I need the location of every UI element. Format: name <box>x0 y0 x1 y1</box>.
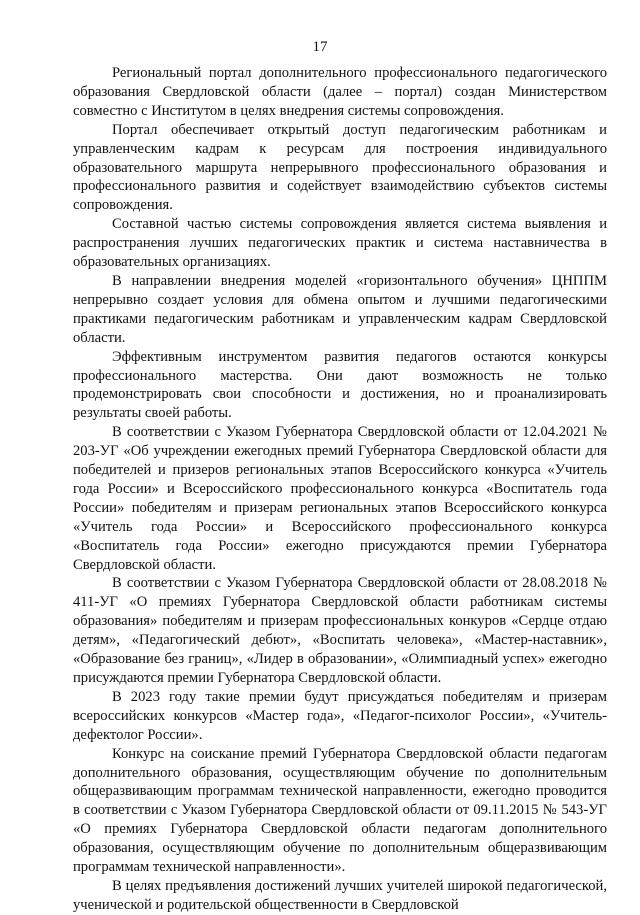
paragraph-presentation: В целях предъявления достижений лучших учителей широкой педагогической, ученической и родительской общественности в Свердловской <box>73 877 607 913</box>
paragraph-portal-intro: Региональный портал дополнительного профессионального педагогического образования Свердловской области (далее – портал) создан Министерством совместно с Институтом в целях внедрения системы сопровождения. <box>73 65 607 119</box>
paragraph-contests: Эффективным инструментом развития педагогов остаются конкурсы профессионального мастерства. Они дают возможность не только продемонстрировать свои способности и достижения, но и проанализировать результаты своей работы. <box>73 348 607 422</box>
document-body <box>73 64 607 915</box>
paragraph-best-practices: Составной частью системы сопровождения является система выявления и распространения лучших педагогических практик и система наставничества в образовательных организациях. <box>73 216 607 271</box>
paragraph-decree-411: В соответствии с Указом Губернатора Свердловской области от 28.08.2018 № 411-УГ «О премиях Губернатора Свердловской области работникам системы образования» победителям и призерам профессиональных конкуров «Сердце отдаю детям», «Педагогический дебют», «Воспитать человека», «Мастер-наставник», «Образование без границ», «Лидер в образовании», «Олимпиадный успех» ежегодно присуждаются премии Губернатора Свердловской области. <box>73 575 607 686</box>
paragraph-horizontal-learning: В направлении внедрения моделей «горизонтального обучения» ЦНППМ непрерывно создает условия для обмена опытом и лучшими педагогическими практиками педагогическим работникам и управленческим кадрам Свердловской области. <box>73 272 607 346</box>
page-number: 17 <box>312 39 328 55</box>
paragraph-decree-543: Конкурс на соискание премий Губернатора Свердловской области педагогам дополнительного образования, осуществляющим обучение по дополнительным общеразвивающим программам технической направленности, ежегодно проводится в соответствии с Указом Губернатора Свердловской области от 09.11.2015 № 543-УГ «О премиях Губернатора Свердловской области педагогам дополнительного образования, осуществляющим обучение по дополнительным общеразвивающим программам технической направленности». <box>73 745 607 876</box>
paragraph-portal-access: Портал обеспечивает открытый доступ педагогическим работникам и управленческим кадрам к ресурсам для построения индивидуального образовательного маршрута непрерывного профессионального образования и профессионального развития и содействует взаимодействию субъектов системы сопровождения. <box>73 121 607 214</box>
paragraph-2023-awards: В 2023 году такие премии будут присуждаться победителям и призерам всероссийских конкурсов «Мастер года», «Педагог-психолог России», «Учитель-дефектолог России». <box>73 688 607 743</box>
paragraph-decree-203: В соответствии с Указом Губернатора Свердловской области от 12.04.2021 № 203-УГ «Об учреждении ежегодных премий Губернатора Свердловской области для победителей и призеров региональных этапов Всероссийского конкурса «Учитель года России» и Всероссийского профессионального конкурса «Воспитатель года России» победителям и призерам региональных этапов Всероссийского конкурса «Учитель года России» и Всероссийского профессионального конкурса «Воспитатель года России» ежегодно присуждаются премии Губернатора Свердловской области. <box>73 424 607 573</box>
